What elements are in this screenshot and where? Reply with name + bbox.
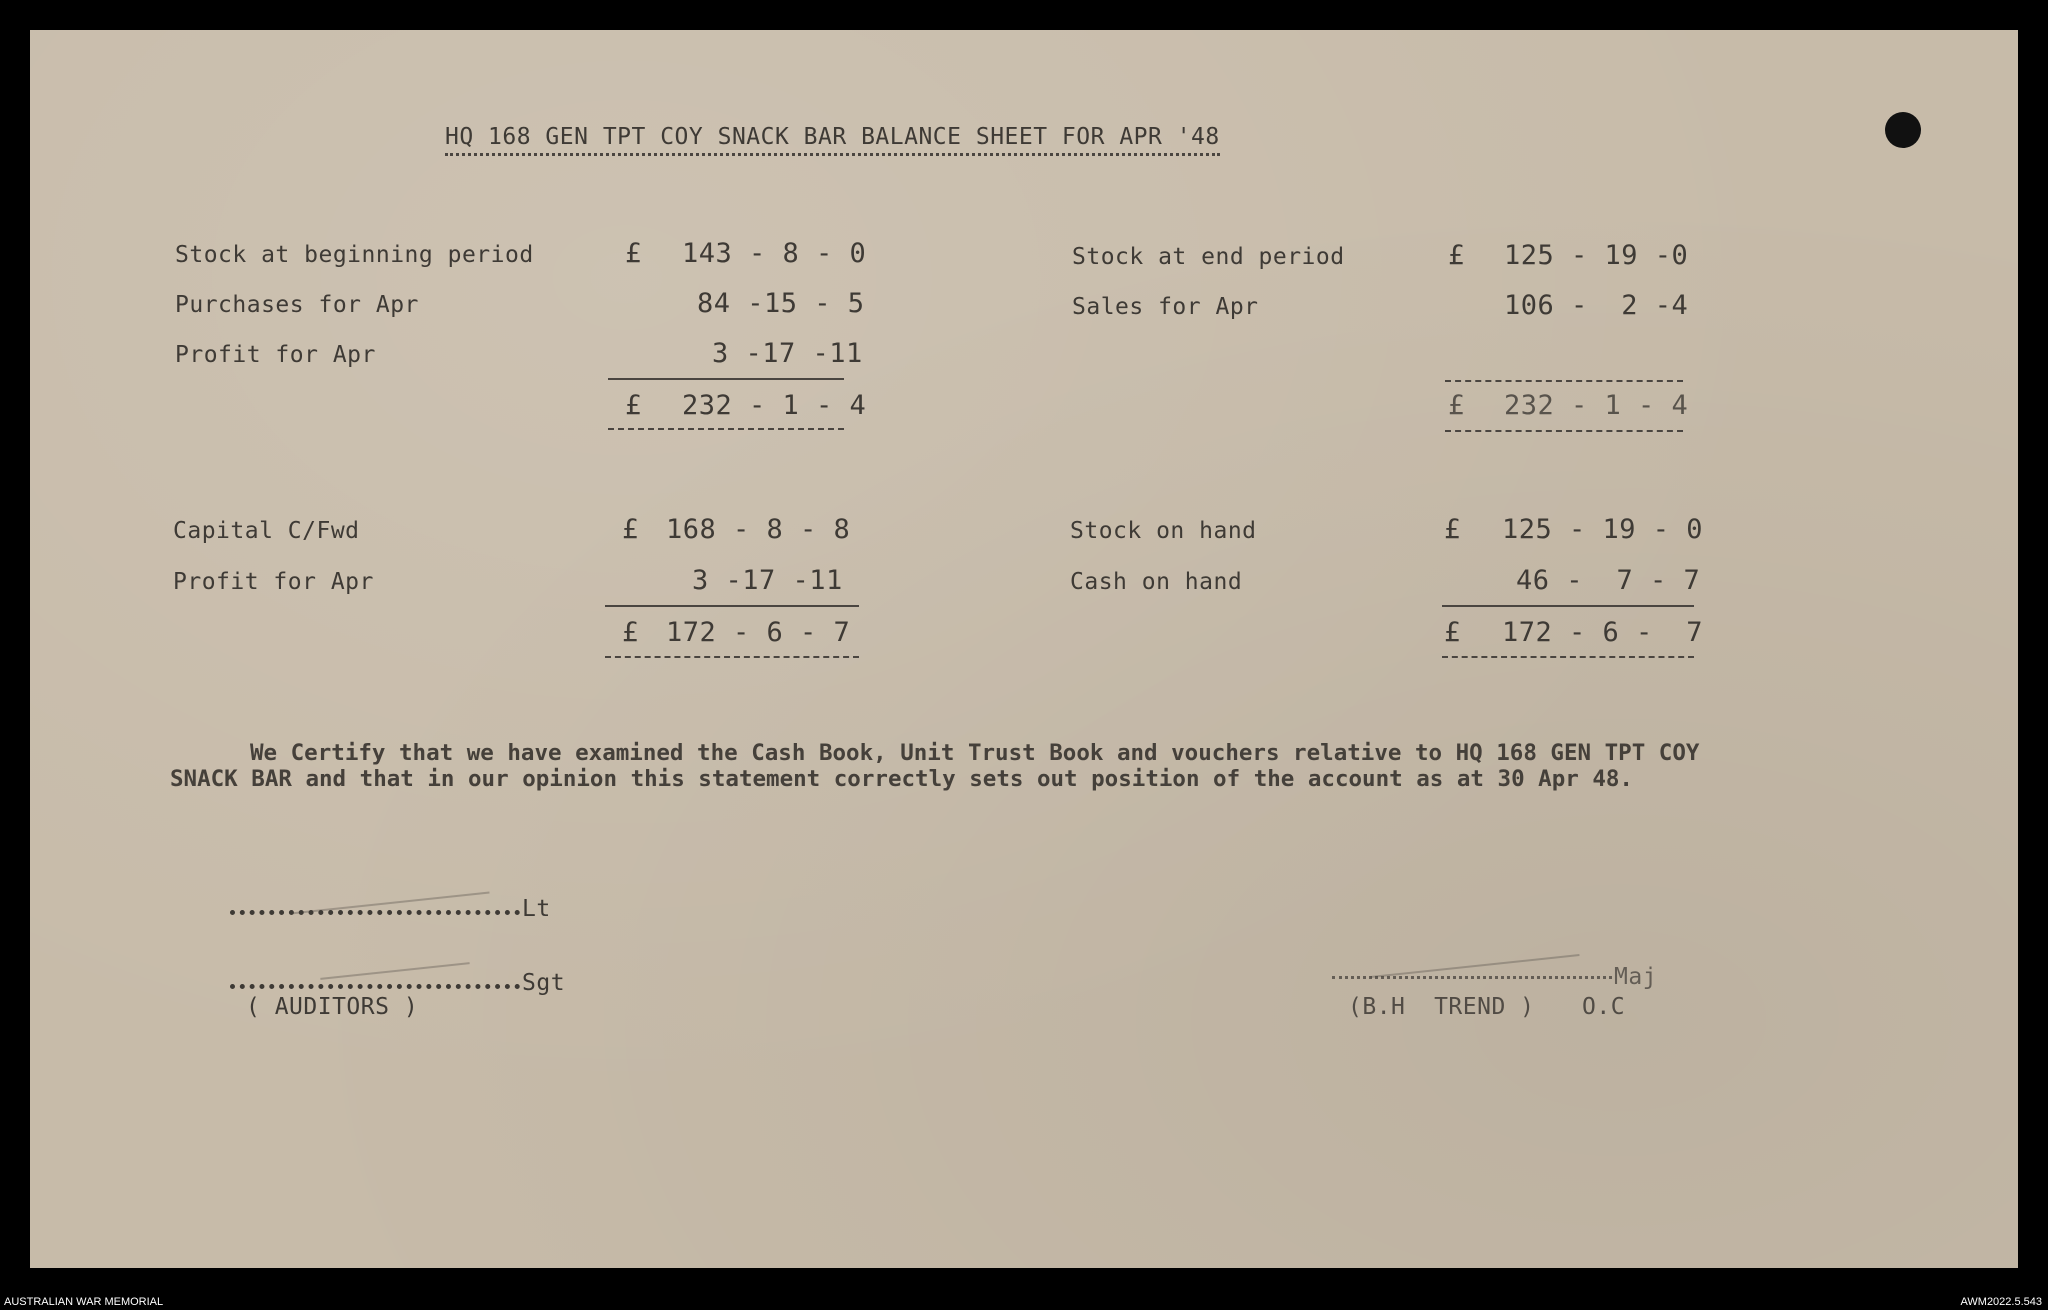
officer-signature-line <box>1332 976 1612 979</box>
s1-right-amount-2: 106 - 2 -4 <box>1504 290 1689 321</box>
s2-right-label-1: Stock on hand <box>1070 518 1257 544</box>
officer-role: O.C <box>1582 994 1626 1020</box>
footer-archive-id: AWM2022.5.543 <box>1960 1296 2042 1308</box>
s1-right-currency-1: £ <box>1448 240 1465 271</box>
certification-line-2: SNACK BAR and that in our opinion this statement correctly sets out position of the account as at 30 Apr 48. <box>170 766 1633 792</box>
s2-right-amount-2: 46 - 7 - 7 <box>1516 565 1701 596</box>
s1-left-amount-1: 143 - 8 - 0 <box>682 238 867 269</box>
auditor-signature-line-1 <box>230 910 520 915</box>
s2-right-currency-1: £ <box>1444 514 1461 545</box>
s1-right-rule-top <box>1445 380 1683 382</box>
s1-left-currency-1: £ <box>625 238 642 269</box>
s1-left-total-currency: £ <box>625 390 642 421</box>
s1-left-label-1: Stock at beginning period <box>175 242 534 268</box>
footer-archive-name: AUSTRALIAN WAR MEMORIAL <box>4 1296 164 1308</box>
s1-left-rule-bottom <box>608 428 844 430</box>
certification-paragraph <box>170 740 1920 792</box>
s1-right-total-amount: 232 - 1 - 4 <box>1504 390 1689 421</box>
s2-right-total-amount: 172 - 6 - 7 <box>1502 617 1704 648</box>
s2-left-label-2: Profit for Apr <box>173 569 374 595</box>
s1-left-rule-top <box>608 378 844 380</box>
s1-right-label-1: Stock at end period <box>1072 244 1345 270</box>
s2-left-amount-2: 3 -17 -11 <box>692 565 843 596</box>
s1-left-label-2: Purchases for Apr <box>175 292 419 318</box>
officer-signature <box>1370 954 1579 978</box>
punch-hole <box>1885 112 1921 148</box>
document-page <box>30 30 2018 1268</box>
s2-left-total-currency: £ <box>622 617 639 648</box>
s1-left-total-amount: 232 - 1 - 4 <box>682 390 867 421</box>
s2-right-total-currency: £ <box>1444 617 1461 648</box>
s1-left-amount-2: 84 -15 - 5 <box>697 288 865 319</box>
s2-left-amount-1: 168 - 8 - 8 <box>666 514 851 545</box>
s2-left-rule-bottom <box>605 656 859 658</box>
certification-line-1: We Certify that we have examined the Cash Book, Unit Trust Book and vouchers relative to HQ 168 GEN TPT COY <box>250 740 1700 766</box>
auditors-caption: ( AUDITORS ) <box>246 994 419 1020</box>
s1-right-total-currency: £ <box>1448 390 1465 421</box>
auditor-signature-2 <box>320 962 469 980</box>
officer-rank: Maj <box>1614 964 1658 990</box>
s1-right-rule-bottom <box>1445 430 1683 432</box>
s2-right-rule-top <box>1442 605 1694 607</box>
s2-left-rule-top <box>605 605 859 607</box>
s1-left-amount-3: 3 -17 -11 <box>712 338 863 369</box>
s2-left-currency-1: £ <box>622 514 639 545</box>
auditor-rank-1: Lt <box>522 896 551 922</box>
s1-right-amount-1: 125 - 19 -0 <box>1504 240 1689 271</box>
document-title: HQ 168 GEN TPT COY SNACK BAR BALANCE SHEET FOR APR '48 <box>445 126 1220 156</box>
officer-name: (B.H TREND ) <box>1348 994 1535 1020</box>
s2-left-total-amount: 172 - 6 - 7 <box>666 617 851 648</box>
s2-right-rule-bottom <box>1442 656 1694 658</box>
s1-right-label-2: Sales for Apr <box>1072 294 1259 320</box>
auditor-rank-2: Sgt <box>522 970 566 996</box>
s2-left-label-1: Capital C/Fwd <box>173 518 360 544</box>
s2-right-label-2: Cash on hand <box>1070 569 1243 595</box>
s1-left-label-3: Profit for Apr <box>175 342 376 368</box>
auditor-signature-line-2 <box>230 984 520 989</box>
s2-right-amount-1: 125 - 19 - 0 <box>1502 514 1704 545</box>
